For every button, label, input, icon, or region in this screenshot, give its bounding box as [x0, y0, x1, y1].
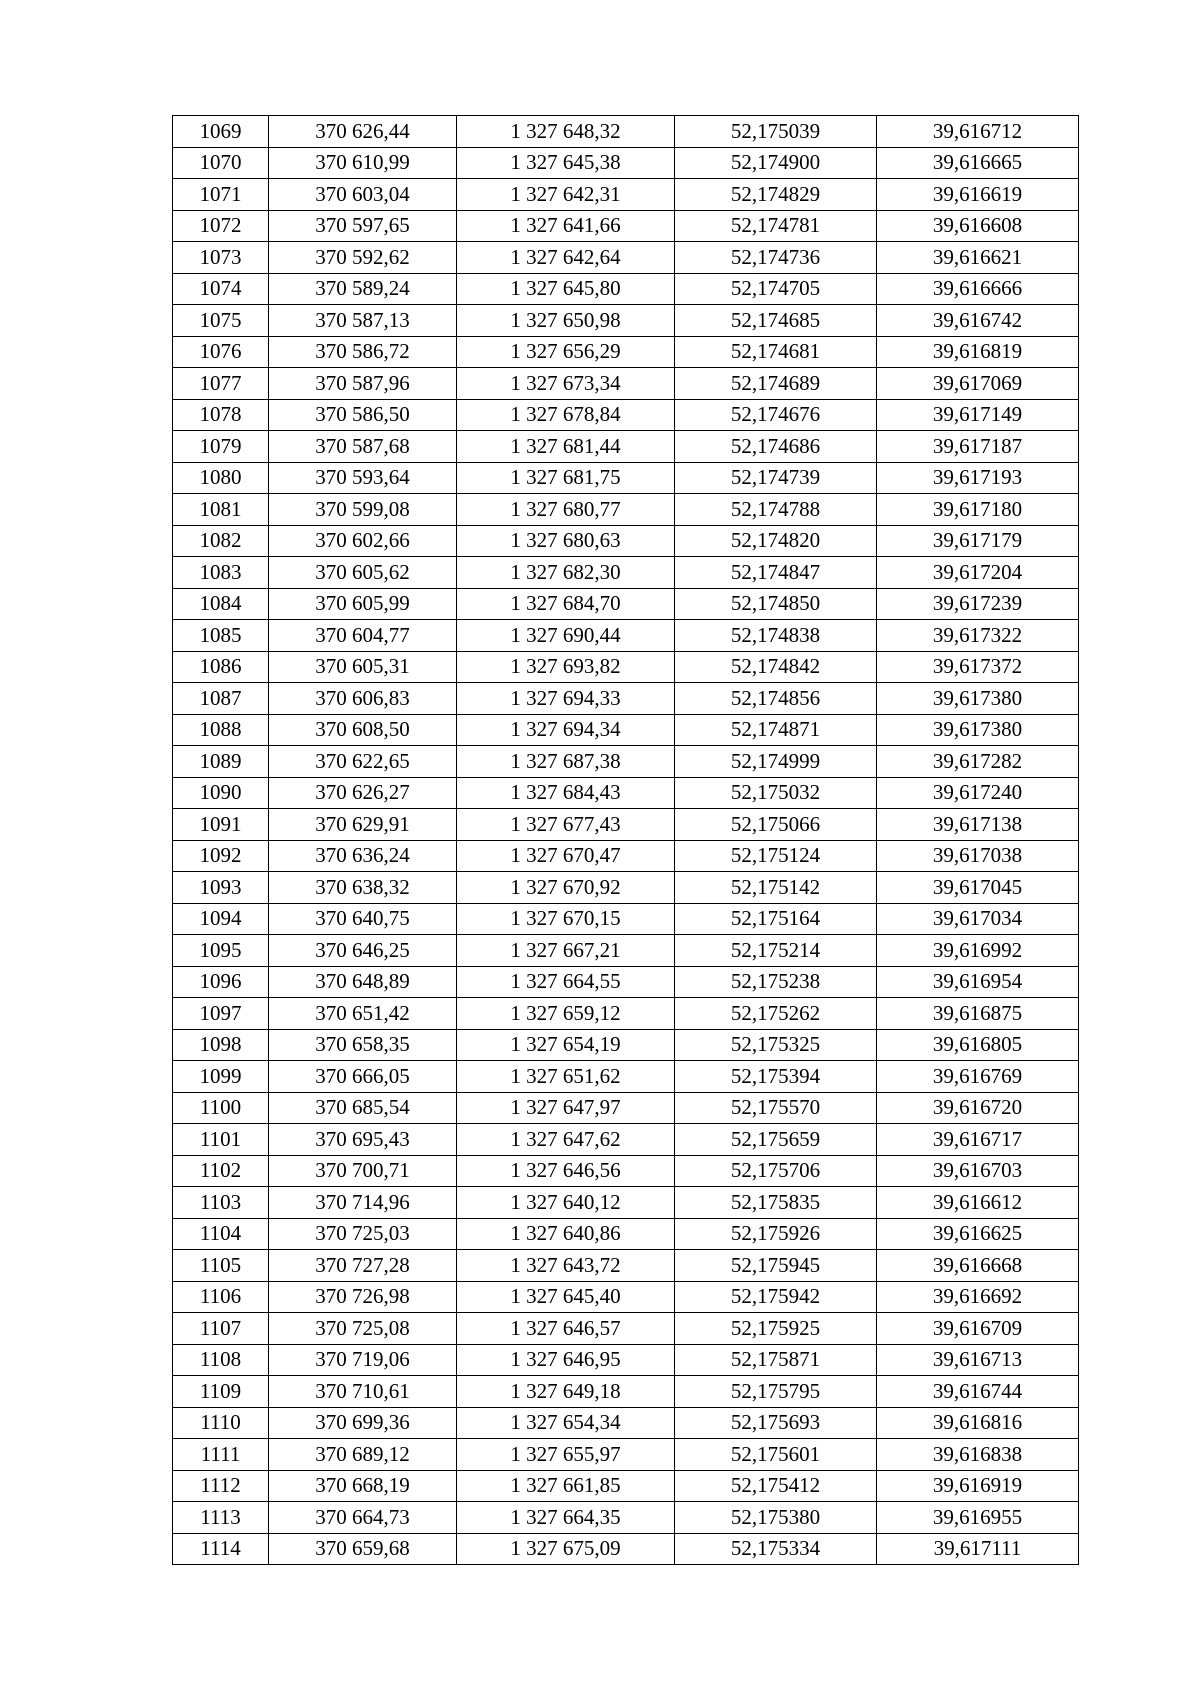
latitude-cell: 52,174842 [675, 651, 877, 683]
table-row [173, 1439, 1079, 1471]
y-coordinate-cell: 1 327 642,31 [457, 179, 675, 211]
table-row [173, 1029, 1079, 1061]
x-coordinate-cell: 370 714,96 [269, 1187, 457, 1219]
x-coordinate-cell: 370 603,04 [269, 179, 457, 211]
y-coordinate-cell: 1 327 670,92 [457, 872, 675, 904]
point-number-cell: 1103 [173, 1187, 269, 1219]
table-row [173, 651, 1079, 683]
longitude-cell: 39,617380 [877, 714, 1079, 746]
latitude-cell: 52,174681 [675, 336, 877, 368]
x-coordinate-cell: 370 605,99 [269, 588, 457, 620]
latitude-cell: 52,174781 [675, 210, 877, 242]
y-coordinate-cell: 1 327 640,12 [457, 1187, 675, 1219]
table-row [173, 116, 1079, 148]
latitude-cell: 52,175039 [675, 116, 877, 148]
table-row [173, 714, 1079, 746]
x-coordinate-cell: 370 659,68 [269, 1533, 457, 1565]
table-row [173, 1187, 1079, 1219]
y-coordinate-cell: 1 327 651,62 [457, 1061, 675, 1093]
point-number-cell: 1114 [173, 1533, 269, 1565]
latitude-cell: 52,175926 [675, 1218, 877, 1250]
longitude-cell: 39,617038 [877, 840, 1079, 872]
table-row [173, 1502, 1079, 1534]
latitude-cell: 52,175214 [675, 935, 877, 967]
latitude-cell: 52,174739 [675, 462, 877, 494]
x-coordinate-cell: 370 587,68 [269, 431, 457, 463]
y-coordinate-cell: 1 327 645,38 [457, 147, 675, 179]
x-coordinate-cell: 370 664,73 [269, 1502, 457, 1534]
y-coordinate-cell: 1 327 678,84 [457, 399, 675, 431]
x-coordinate-cell: 370 726,98 [269, 1281, 457, 1313]
point-number-cell: 1092 [173, 840, 269, 872]
y-coordinate-cell: 1 327 680,77 [457, 494, 675, 526]
longitude-cell: 39,617149 [877, 399, 1079, 431]
x-coordinate-cell: 370 626,27 [269, 777, 457, 809]
latitude-cell: 52,174838 [675, 620, 877, 652]
point-number-cell: 1080 [173, 462, 269, 494]
longitude-cell: 39,617282 [877, 746, 1079, 778]
table-row [173, 431, 1079, 463]
x-coordinate-cell: 370 593,64 [269, 462, 457, 494]
longitude-cell: 39,617380 [877, 683, 1079, 715]
table-row [173, 998, 1079, 1030]
longitude-cell: 39,617045 [877, 872, 1079, 904]
point-number-cell: 1088 [173, 714, 269, 746]
x-coordinate-cell: 370 666,05 [269, 1061, 457, 1093]
table-row [173, 1470, 1079, 1502]
longitude-cell: 39,616612 [877, 1187, 1079, 1219]
point-number-cell: 1090 [173, 777, 269, 809]
longitude-cell: 39,617372 [877, 651, 1079, 683]
longitude-cell: 39,616742 [877, 305, 1079, 337]
latitude-cell: 52,175659 [675, 1124, 877, 1156]
point-number-cell: 1094 [173, 903, 269, 935]
x-coordinate-cell: 370 605,31 [269, 651, 457, 683]
latitude-cell: 52,175380 [675, 1502, 877, 1534]
table-row [173, 242, 1079, 274]
x-coordinate-cell: 370 602,66 [269, 525, 457, 557]
point-number-cell: 1078 [173, 399, 269, 431]
table-row [173, 1407, 1079, 1439]
x-coordinate-cell: 370 605,62 [269, 557, 457, 589]
latitude-cell: 52,174685 [675, 305, 877, 337]
table-row [173, 840, 1079, 872]
y-coordinate-cell: 1 327 643,72 [457, 1250, 675, 1282]
latitude-cell: 52,174999 [675, 746, 877, 778]
table-row [173, 147, 1079, 179]
longitude-cell: 39,617204 [877, 557, 1079, 589]
y-coordinate-cell: 1 327 664,55 [457, 966, 675, 998]
longitude-cell: 39,616713 [877, 1344, 1079, 1376]
longitude-cell: 39,617138 [877, 809, 1079, 841]
table-row [173, 210, 1079, 242]
table-row [173, 746, 1079, 778]
y-coordinate-cell: 1 327 646,57 [457, 1313, 675, 1345]
table-row [173, 399, 1079, 431]
x-coordinate-cell: 370 727,28 [269, 1250, 457, 1282]
point-number-cell: 1113 [173, 1502, 269, 1534]
y-coordinate-cell: 1 327 682,30 [457, 557, 675, 589]
latitude-cell: 52,174788 [675, 494, 877, 526]
table-row [173, 1218, 1079, 1250]
x-coordinate-cell: 370 719,06 [269, 1344, 457, 1376]
latitude-cell: 52,175124 [675, 840, 877, 872]
point-number-cell: 1097 [173, 998, 269, 1030]
x-coordinate-cell: 370 646,25 [269, 935, 457, 967]
x-coordinate-cell: 370 689,12 [269, 1439, 457, 1471]
point-number-cell: 1076 [173, 336, 269, 368]
table-row [173, 588, 1079, 620]
point-number-cell: 1096 [173, 966, 269, 998]
y-coordinate-cell: 1 327 684,43 [457, 777, 675, 809]
table-row [173, 1061, 1079, 1093]
point-number-cell: 1089 [173, 746, 269, 778]
longitude-cell: 39,616717 [877, 1124, 1079, 1156]
longitude-cell: 39,617239 [877, 588, 1079, 620]
x-coordinate-cell: 370 700,71 [269, 1155, 457, 1187]
y-coordinate-cell: 1 327 645,80 [457, 273, 675, 305]
coordinates-table-body [173, 116, 1079, 1565]
latitude-cell: 52,175238 [675, 966, 877, 998]
point-number-cell: 1085 [173, 620, 269, 652]
y-coordinate-cell: 1 327 681,44 [457, 431, 675, 463]
longitude-cell: 39,616838 [877, 1439, 1079, 1471]
y-coordinate-cell: 1 327 659,12 [457, 998, 675, 1030]
table-row [173, 179, 1079, 211]
point-number-cell: 1072 [173, 210, 269, 242]
point-number-cell: 1082 [173, 525, 269, 557]
x-coordinate-cell: 370 695,43 [269, 1124, 457, 1156]
x-coordinate-cell: 370 587,13 [269, 305, 457, 337]
point-number-cell: 1102 [173, 1155, 269, 1187]
point-number-cell: 1077 [173, 368, 269, 400]
y-coordinate-cell: 1 327 661,85 [457, 1470, 675, 1502]
longitude-cell: 39,617322 [877, 620, 1079, 652]
y-coordinate-cell: 1 327 690,44 [457, 620, 675, 652]
latitude-cell: 52,175066 [675, 809, 877, 841]
point-number-cell: 1107 [173, 1313, 269, 1345]
point-number-cell: 1105 [173, 1250, 269, 1282]
y-coordinate-cell: 1 327 645,40 [457, 1281, 675, 1313]
y-coordinate-cell: 1 327 681,75 [457, 462, 675, 494]
y-coordinate-cell: 1 327 646,56 [457, 1155, 675, 1187]
point-number-cell: 1106 [173, 1281, 269, 1313]
point-number-cell: 1108 [173, 1344, 269, 1376]
longitude-cell: 39,616875 [877, 998, 1079, 1030]
x-coordinate-cell: 370 710,61 [269, 1376, 457, 1408]
point-number-cell: 1075 [173, 305, 269, 337]
point-number-cell: 1084 [173, 588, 269, 620]
table-row [173, 525, 1079, 557]
point-number-cell: 1110 [173, 1407, 269, 1439]
x-coordinate-cell: 370 636,24 [269, 840, 457, 872]
x-coordinate-cell: 370 586,50 [269, 399, 457, 431]
x-coordinate-cell: 370 725,08 [269, 1313, 457, 1345]
table-row [173, 368, 1079, 400]
table-row [173, 683, 1079, 715]
table-row [173, 1155, 1079, 1187]
longitude-cell: 39,616703 [877, 1155, 1079, 1187]
longitude-cell: 39,616692 [877, 1281, 1079, 1313]
point-number-cell: 1095 [173, 935, 269, 967]
longitude-cell: 39,616720 [877, 1092, 1079, 1124]
latitude-cell: 52,175706 [675, 1155, 877, 1187]
latitude-cell: 52,174705 [675, 273, 877, 305]
y-coordinate-cell: 1 327 647,97 [457, 1092, 675, 1124]
longitude-cell: 39,616666 [877, 273, 1079, 305]
latitude-cell: 52,174820 [675, 525, 877, 557]
table-row [173, 1092, 1079, 1124]
table-row [173, 1313, 1079, 1345]
x-coordinate-cell: 370 599,08 [269, 494, 457, 526]
x-coordinate-cell: 370 589,24 [269, 273, 457, 305]
point-number-cell: 1098 [173, 1029, 269, 1061]
longitude-cell: 39,616992 [877, 935, 1079, 967]
latitude-cell: 52,174850 [675, 588, 877, 620]
table-row [173, 1376, 1079, 1408]
longitude-cell: 39,616619 [877, 179, 1079, 211]
x-coordinate-cell: 370 651,42 [269, 998, 457, 1030]
point-number-cell: 1071 [173, 179, 269, 211]
longitude-cell: 39,617111 [877, 1533, 1079, 1565]
y-coordinate-cell: 1 327 684,70 [457, 588, 675, 620]
latitude-cell: 52,175570 [675, 1092, 877, 1124]
y-coordinate-cell: 1 327 675,09 [457, 1533, 675, 1565]
point-number-cell: 1081 [173, 494, 269, 526]
point-number-cell: 1069 [173, 116, 269, 148]
table-row [173, 494, 1079, 526]
latitude-cell: 52,175164 [675, 903, 877, 935]
latitude-cell: 52,175412 [675, 1470, 877, 1502]
y-coordinate-cell: 1 327 680,63 [457, 525, 675, 557]
table-row [173, 305, 1079, 337]
table-row [173, 336, 1079, 368]
point-number-cell: 1083 [173, 557, 269, 589]
latitude-cell: 52,175835 [675, 1187, 877, 1219]
latitude-cell: 52,175262 [675, 998, 877, 1030]
coordinates-table [172, 115, 1079, 1565]
table-row [173, 1344, 1079, 1376]
y-coordinate-cell: 1 327 642,64 [457, 242, 675, 274]
latitude-cell: 52,174736 [675, 242, 877, 274]
longitude-cell: 39,616769 [877, 1061, 1079, 1093]
latitude-cell: 52,174829 [675, 179, 877, 211]
longitude-cell: 39,616608 [877, 210, 1079, 242]
longitude-cell: 39,616805 [877, 1029, 1079, 1061]
point-number-cell: 1101 [173, 1124, 269, 1156]
table-row [173, 966, 1079, 998]
y-coordinate-cell: 1 327 654,19 [457, 1029, 675, 1061]
longitude-cell: 39,617069 [877, 368, 1079, 400]
x-coordinate-cell: 370 587,96 [269, 368, 457, 400]
latitude-cell: 52,175925 [675, 1313, 877, 1345]
point-number-cell: 1073 [173, 242, 269, 274]
y-coordinate-cell: 1 327 641,66 [457, 210, 675, 242]
latitude-cell: 52,174856 [675, 683, 877, 715]
table-row [173, 935, 1079, 967]
latitude-cell: 52,175032 [675, 777, 877, 809]
point-number-cell: 1111 [173, 1439, 269, 1471]
y-coordinate-cell: 1 327 670,47 [457, 840, 675, 872]
point-number-cell: 1100 [173, 1092, 269, 1124]
latitude-cell: 52,174676 [675, 399, 877, 431]
x-coordinate-cell: 370 658,35 [269, 1029, 457, 1061]
longitude-cell: 39,617240 [877, 777, 1079, 809]
longitude-cell: 39,617034 [877, 903, 1079, 935]
point-number-cell: 1079 [173, 431, 269, 463]
y-coordinate-cell: 1 327 647,62 [457, 1124, 675, 1156]
longitude-cell: 39,616668 [877, 1250, 1079, 1282]
longitude-cell: 39,616955 [877, 1502, 1079, 1534]
y-coordinate-cell: 1 327 687,38 [457, 746, 675, 778]
point-number-cell: 1087 [173, 683, 269, 715]
y-coordinate-cell: 1 327 654,34 [457, 1407, 675, 1439]
latitude-cell: 52,174847 [675, 557, 877, 589]
y-coordinate-cell: 1 327 649,18 [457, 1376, 675, 1408]
table-row [173, 273, 1079, 305]
y-coordinate-cell: 1 327 693,82 [457, 651, 675, 683]
x-coordinate-cell: 370 592,62 [269, 242, 457, 274]
latitude-cell: 52,175871 [675, 1344, 877, 1376]
latitude-cell: 52,175945 [675, 1250, 877, 1282]
longitude-cell: 39,616665 [877, 147, 1079, 179]
x-coordinate-cell: 370 610,99 [269, 147, 457, 179]
longitude-cell: 39,616744 [877, 1376, 1079, 1408]
latitude-cell: 52,174871 [675, 714, 877, 746]
point-number-cell: 1104 [173, 1218, 269, 1250]
latitude-cell: 52,174689 [675, 368, 877, 400]
y-coordinate-cell: 1 327 655,97 [457, 1439, 675, 1471]
x-coordinate-cell: 370 648,89 [269, 966, 457, 998]
y-coordinate-cell: 1 327 694,34 [457, 714, 675, 746]
y-coordinate-cell: 1 327 640,86 [457, 1218, 675, 1250]
longitude-cell: 39,617193 [877, 462, 1079, 494]
y-coordinate-cell: 1 327 656,29 [457, 336, 675, 368]
table-row [173, 557, 1079, 589]
table-row [173, 620, 1079, 652]
y-coordinate-cell: 1 327 648,32 [457, 116, 675, 148]
x-coordinate-cell: 370 638,32 [269, 872, 457, 904]
y-coordinate-cell: 1 327 677,43 [457, 809, 675, 841]
longitude-cell: 39,616819 [877, 336, 1079, 368]
longitude-cell: 39,616816 [877, 1407, 1079, 1439]
table-row [173, 1281, 1079, 1313]
point-number-cell: 1109 [173, 1376, 269, 1408]
table-row [173, 1533, 1079, 1565]
latitude-cell: 52,174686 [675, 431, 877, 463]
latitude-cell: 52,175693 [675, 1407, 877, 1439]
table-row [173, 903, 1079, 935]
longitude-cell: 39,616621 [877, 242, 1079, 274]
x-coordinate-cell: 370 604,77 [269, 620, 457, 652]
longitude-cell: 39,617180 [877, 494, 1079, 526]
longitude-cell: 39,617187 [877, 431, 1079, 463]
point-number-cell: 1093 [173, 872, 269, 904]
table-row [173, 462, 1079, 494]
y-coordinate-cell: 1 327 650,98 [457, 305, 675, 337]
table-row [173, 809, 1079, 841]
longitude-cell: 39,617179 [877, 525, 1079, 557]
x-coordinate-cell: 370 640,75 [269, 903, 457, 935]
x-coordinate-cell: 370 668,19 [269, 1470, 457, 1502]
y-coordinate-cell: 1 327 673,34 [457, 368, 675, 400]
x-coordinate-cell: 370 626,44 [269, 116, 457, 148]
x-coordinate-cell: 370 629,91 [269, 809, 457, 841]
point-number-cell: 1091 [173, 809, 269, 841]
x-coordinate-cell: 370 608,50 [269, 714, 457, 746]
table-row [173, 1124, 1079, 1156]
x-coordinate-cell: 370 606,83 [269, 683, 457, 715]
table-row [173, 872, 1079, 904]
x-coordinate-cell: 370 699,36 [269, 1407, 457, 1439]
longitude-cell: 39,616625 [877, 1218, 1079, 1250]
x-coordinate-cell: 370 685,54 [269, 1092, 457, 1124]
x-coordinate-cell: 370 597,65 [269, 210, 457, 242]
latitude-cell: 52,175142 [675, 872, 877, 904]
y-coordinate-cell: 1 327 670,15 [457, 903, 675, 935]
x-coordinate-cell: 370 725,03 [269, 1218, 457, 1250]
point-number-cell: 1074 [173, 273, 269, 305]
point-number-cell: 1112 [173, 1470, 269, 1502]
latitude-cell: 52,175601 [675, 1439, 877, 1471]
table-row [173, 1250, 1079, 1282]
latitude-cell: 52,175942 [675, 1281, 877, 1313]
longitude-cell: 39,616954 [877, 966, 1079, 998]
latitude-cell: 52,175334 [675, 1533, 877, 1565]
y-coordinate-cell: 1 327 646,95 [457, 1344, 675, 1376]
longitude-cell: 39,616712 [877, 116, 1079, 148]
point-number-cell: 1099 [173, 1061, 269, 1093]
latitude-cell: 52,175795 [675, 1376, 877, 1408]
point-number-cell: 1070 [173, 147, 269, 179]
x-coordinate-cell: 370 622,65 [269, 746, 457, 778]
latitude-cell: 52,175325 [675, 1029, 877, 1061]
longitude-cell: 39,616919 [877, 1470, 1079, 1502]
latitude-cell: 52,175394 [675, 1061, 877, 1093]
latitude-cell: 52,174900 [675, 147, 877, 179]
y-coordinate-cell: 1 327 664,35 [457, 1502, 675, 1534]
y-coordinate-cell: 1 327 694,33 [457, 683, 675, 715]
y-coordinate-cell: 1 327 667,21 [457, 935, 675, 967]
longitude-cell: 39,616709 [877, 1313, 1079, 1345]
point-number-cell: 1086 [173, 651, 269, 683]
x-coordinate-cell: 370 586,72 [269, 336, 457, 368]
table-row [173, 777, 1079, 809]
